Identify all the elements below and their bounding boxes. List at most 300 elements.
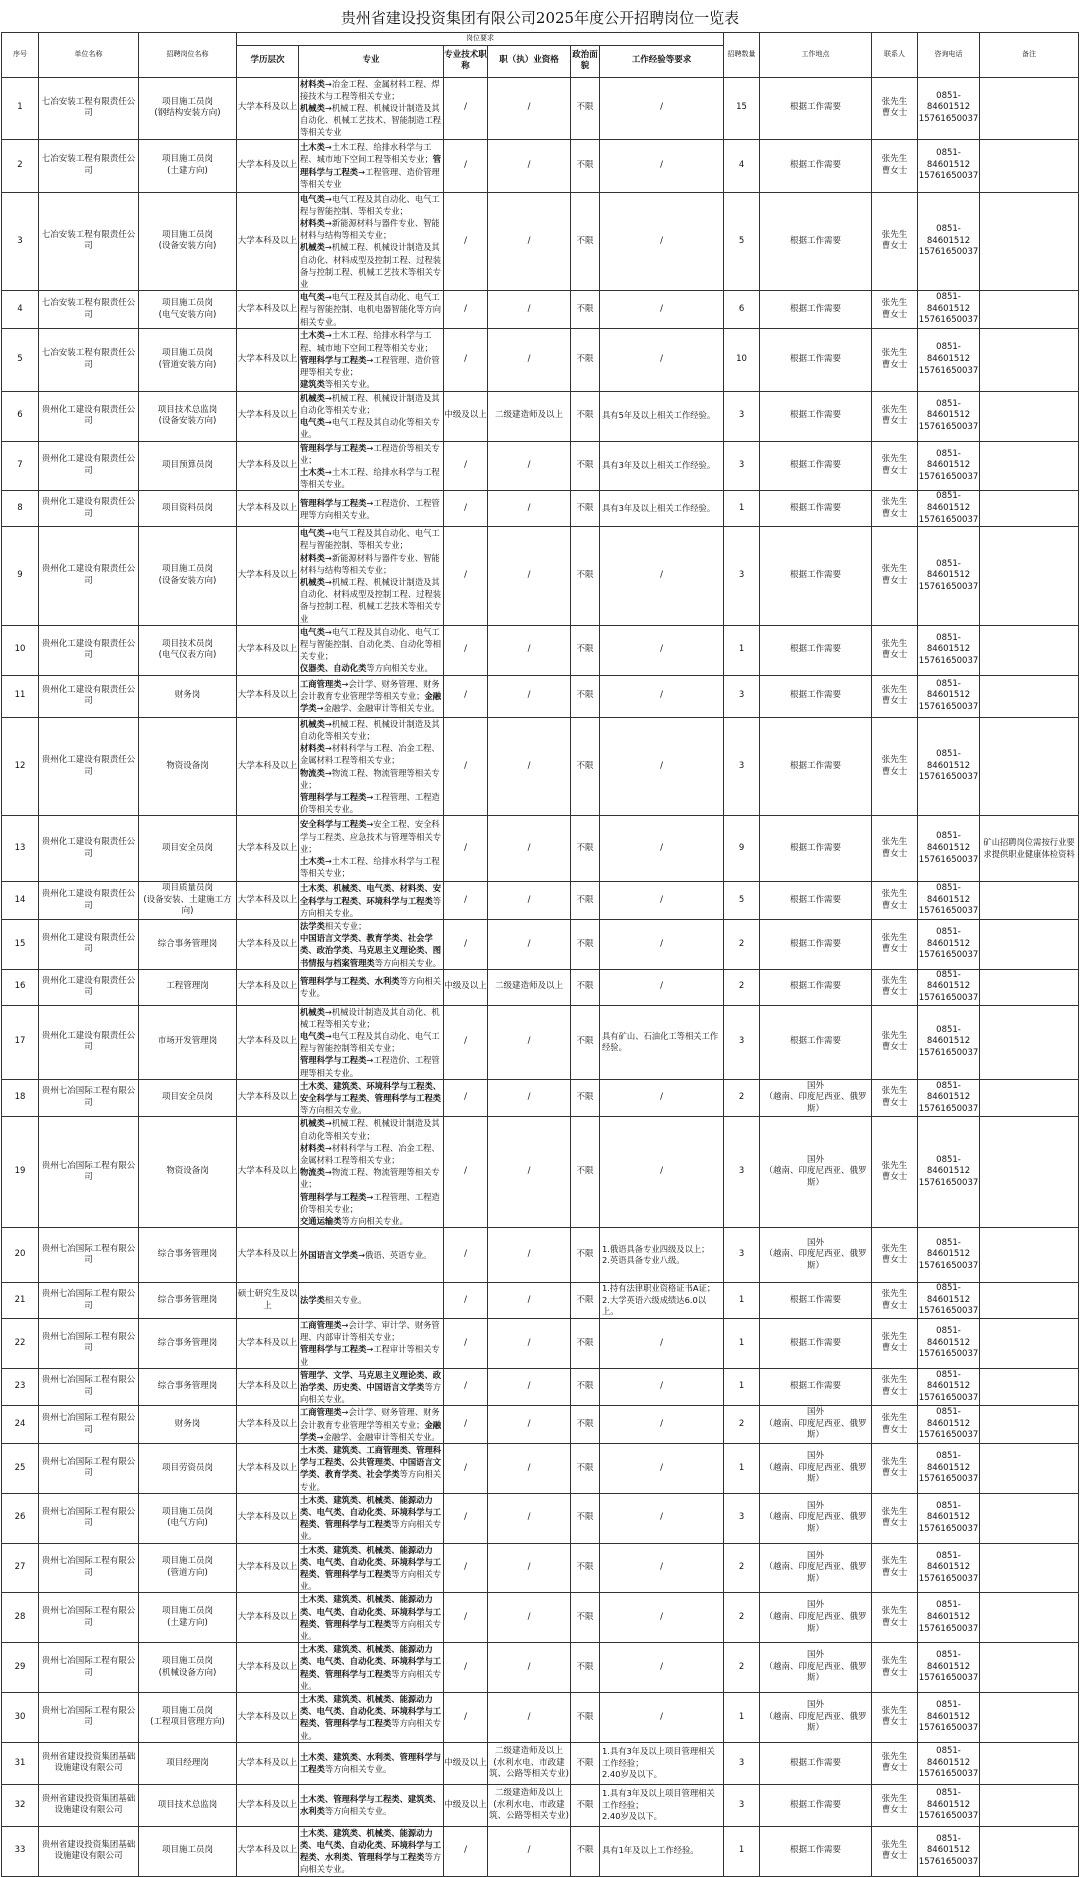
cell-experience: / xyxy=(600,625,724,675)
cell-position: 物资设备岗 xyxy=(139,1117,237,1228)
cell-remark xyxy=(980,1493,1079,1543)
cell-contact: 张先生 曹女士 xyxy=(872,192,918,291)
cell-seq: 12 xyxy=(2,717,39,816)
table-row xyxy=(2,675,1079,717)
cell-title-req: / xyxy=(444,1493,488,1543)
cell-experience: / xyxy=(600,882,724,920)
cell-position: 项目施工员岗 (工程项目管理方向) xyxy=(139,1693,237,1743)
cell-position: 工程管理岗 xyxy=(139,969,237,1005)
cell-education: 大学本科及以上 xyxy=(237,675,299,717)
cell-experience: / xyxy=(600,328,724,391)
table-row xyxy=(2,1079,1079,1117)
cell-position: 项目施工员岗 (管道安装方向) xyxy=(139,328,237,391)
table-row xyxy=(2,1493,1079,1543)
cell-education: 大学本科及以上 xyxy=(237,1784,299,1826)
cell-political: 不限 xyxy=(571,328,600,391)
cell-contact: 张先生 曹女士 xyxy=(872,1117,918,1228)
cell-phone: 0851-84601512 15761650037 xyxy=(918,77,980,139)
cell-remark xyxy=(980,192,1079,291)
cell-remark xyxy=(980,1742,1079,1784)
cell-phone: 0851-84601512 15761650037 xyxy=(918,328,980,391)
cell-title-req: / xyxy=(444,192,488,291)
cell-education: 大学本科及以上 xyxy=(237,192,299,291)
cell-experience: 具有1年及以上工作经验。 xyxy=(600,1826,724,1876)
cell-experience: / xyxy=(600,77,724,139)
cell-unit: 贵州七冶国际工程有限公司 xyxy=(39,1643,139,1693)
cell-major: 土木类、建筑类、机械类、能源动力类、电气类、自动化类、环境科学与工程类、管理科学与工程类等方向相关专业。 xyxy=(299,1593,444,1643)
cell-seq: 1 xyxy=(2,77,39,139)
cell-position: 财务岗 xyxy=(139,1406,237,1444)
cell-phone: 0851-84601512 15761650037 xyxy=(918,675,980,717)
cell-qualification: 二级建造师及以上 (水利水电、市政建筑、公路等相关专业) xyxy=(488,1742,571,1784)
cell-education: 大学本科及以上 xyxy=(237,1005,299,1079)
cell-phone: 0851-84601512 15761650037 xyxy=(918,1117,980,1228)
cell-experience: / xyxy=(600,1593,724,1643)
table-row xyxy=(2,625,1079,675)
table-row xyxy=(2,391,1079,441)
cell-phone: 0851-84601512 15761650037 xyxy=(918,1593,980,1643)
cell-experience: / xyxy=(600,1443,724,1493)
cell-location: 根据工作需要 xyxy=(760,391,872,441)
cell-seq: 33 xyxy=(2,1826,39,1876)
cell-major: 土木类、建筑类、机械类、能源动力类、电气类、自动化类、环境科学与工程类、水利类、管理科学与工程类等方向相关专业。 xyxy=(299,1826,444,1876)
cell-contact: 张先生 曹女士 xyxy=(872,527,918,626)
cell-unit: 贵州化工建设有限责任公司 xyxy=(39,491,139,527)
cell-seq: 20 xyxy=(2,1228,39,1283)
cell-political: 不限 xyxy=(571,1368,600,1406)
cell-seq: 23 xyxy=(2,1368,39,1406)
cell-count: 1 xyxy=(724,625,760,675)
cell-seq: 19 xyxy=(2,1117,39,1228)
cell-unit: 贵州化工建设有限责任公司 xyxy=(39,882,139,920)
cell-count: 2 xyxy=(724,1643,760,1693)
cell-phone: 0851-84601512 15761650037 xyxy=(918,625,980,675)
cell-location: 根据工作需要 xyxy=(760,1005,872,1079)
cell-major: 土木类、管理科学与工程类、建筑类、水利类等方向相关专业。 xyxy=(299,1784,444,1826)
header-location: 工作地点 xyxy=(760,33,872,78)
cell-contact: 张先生 曹女士 xyxy=(872,1493,918,1543)
cell-contact: 张先生 曹女士 xyxy=(872,919,918,969)
cell-experience: 1.具有3年及以上项目管理相关工作经验； 2.40岁及以下。 xyxy=(600,1784,724,1826)
cell-location: 根据工作需要 xyxy=(760,291,872,329)
cell-political: 不限 xyxy=(571,1826,600,1876)
cell-unit: 贵州七冶国际工程有限公司 xyxy=(39,1079,139,1117)
cell-unit: 贵州七冶国际工程有限公司 xyxy=(39,1318,139,1368)
cell-position: 项目技术员岗 (电气仪表方向) xyxy=(139,625,237,675)
cell-experience: 具有3年及以上相关工作经验。 xyxy=(600,441,724,491)
cell-title-req: / xyxy=(444,1406,488,1444)
cell-phone: 0851-84601512 15761650037 xyxy=(918,192,980,291)
cell-contact: 张先生 曹女士 xyxy=(872,1593,918,1643)
cell-contact: 张先生 曹女士 xyxy=(872,1826,918,1876)
cell-education: 大学本科及以上 xyxy=(237,1826,299,1876)
cell-seq: 6 xyxy=(2,391,39,441)
cell-remark xyxy=(980,1283,1079,1319)
cell-qualification: / xyxy=(488,625,571,675)
cell-political: 不限 xyxy=(571,1784,600,1826)
cell-seq: 16 xyxy=(2,969,39,1005)
cell-education: 大学本科及以上 xyxy=(237,328,299,391)
cell-contact: 张先生 曹女士 xyxy=(872,717,918,816)
cell-position: 综合事务管理岗 xyxy=(139,919,237,969)
cell-qualification: / xyxy=(488,139,571,192)
cell-major: 管理科学与工程类、水利类等方向相关专业。 xyxy=(299,969,444,1005)
table-row xyxy=(2,1826,1079,1876)
cell-title-req: / xyxy=(444,77,488,139)
cell-seq: 3 xyxy=(2,192,39,291)
cell-major: 土木类→土木工程、给排水科学与工程、城市地下空间工程等相关专业； 管理科学与工程类→工程管理、造价管理等相关专业； 建筑类等相关专业。 xyxy=(299,328,444,391)
cell-unit: 贵州化工建设有限责任公司 xyxy=(39,527,139,626)
cell-political: 不限 xyxy=(571,139,600,192)
cell-count: 1 xyxy=(724,1368,760,1406)
cell-major: 材料类→冶金工程、金属材料工程、焊接技术与工程等相关专业； 机械类→机械工程、机械设计制造及其自动化、机械工艺技术、智能制造工程等相关专业 xyxy=(299,77,444,139)
cell-phone: 0851-84601512 15761650037 xyxy=(918,882,980,920)
cell-title-req: / xyxy=(444,1283,488,1319)
cell-remark xyxy=(980,1318,1079,1368)
cell-count: 1 xyxy=(724,1826,760,1876)
cell-location: 国外 （越南、印度尼西亚、俄罗斯） xyxy=(760,1117,872,1228)
cell-seq: 2 xyxy=(2,139,39,192)
cell-title-req: / xyxy=(444,882,488,920)
cell-unit: 贵州化工建设有限责任公司 xyxy=(39,625,139,675)
cell-unit: 贵州省建设投资集团基础设施建设有限公司 xyxy=(39,1826,139,1876)
cell-education: 大学本科及以上 xyxy=(237,291,299,329)
cell-political: 不限 xyxy=(571,675,600,717)
table-row xyxy=(2,1543,1079,1593)
cell-count: 3 xyxy=(724,527,760,626)
cell-experience: 1.具有3年及以上项目管理相关工作经验； 2.40岁及以下。 xyxy=(600,1742,724,1784)
cell-location: 国外 （越南、印度尼西亚、俄罗斯） xyxy=(760,1406,872,1444)
cell-remark xyxy=(980,391,1079,441)
cell-political: 不限 xyxy=(571,1742,600,1784)
table-row xyxy=(2,1593,1079,1643)
cell-experience: / xyxy=(600,1368,724,1406)
cell-contact: 张先生 曹女士 xyxy=(872,391,918,441)
cell-unit: 贵州七冶国际工程有限公司 xyxy=(39,1593,139,1643)
cell-major: 工商管理类→会计学、审计学、财务管理、内部审计等相关专业； 管理科学与工程类→工程审计等相关专业 xyxy=(299,1318,444,1368)
page-title: 贵州省建设投资集团有限公司2025年度公开招聘岗位一览表 xyxy=(340,9,740,27)
cell-seq: 17 xyxy=(2,1005,39,1079)
table-row xyxy=(2,1742,1079,1784)
cell-location: 根据工作需要 xyxy=(760,491,872,527)
cell-major: 土木类、建筑类、工商管理类、管理科学与工程类、公共管理类、中国语言文学类、教育学类、社会学类等方向相关专业。 xyxy=(299,1443,444,1493)
cell-unit: 贵州七冶国际工程有限公司 xyxy=(39,1543,139,1593)
cell-education: 大学本科及以上 xyxy=(237,1079,299,1117)
cell-seq: 18 xyxy=(2,1079,39,1117)
cell-contact: 张先生 曹女士 xyxy=(872,1742,918,1784)
cell-education: 大学本科及以上 xyxy=(237,1643,299,1693)
cell-major: 电气类→电气工程及其自动化、电气工程与智能控制、等相关专业； 材料类→新能源材料与器件专业、智能材料与结构等相关专业； 机械类→机械工程、机械设计制造及其自动化、材料成型及控制工程、过程装备与控制工程、机械工艺技术等相关专业 xyxy=(299,527,444,626)
cell-unit: 贵州省建设投资集团基础设施建设有限公司 xyxy=(39,1784,139,1826)
cell-major: 土木类→土木工程、给排水科学与工程、城市地下空间工程等相关专业；管理科学与工程类→工程管理、造价管理等相关专业 xyxy=(299,139,444,192)
cell-qualification: / xyxy=(488,192,571,291)
cell-remark xyxy=(980,1228,1079,1283)
cell-political: 不限 xyxy=(571,1117,600,1228)
cell-phone: 0851-84601512 15761650037 xyxy=(918,1283,980,1319)
cell-remark: 矿山招聘岗位需按行业要求提供职业健康体检资料 xyxy=(980,816,1079,882)
cell-position: 项目资料员岗 xyxy=(139,491,237,527)
cell-location: 国外 （越南、印度尼西亚、俄罗斯） xyxy=(760,1643,872,1693)
cell-count: 15 xyxy=(724,77,760,139)
cell-position: 物资设备岗 xyxy=(139,717,237,816)
cell-qualification: / xyxy=(488,328,571,391)
cell-remark xyxy=(980,139,1079,192)
cell-education: 大学本科及以上 xyxy=(237,1406,299,1444)
table-row xyxy=(2,1784,1079,1826)
cell-qualification: / xyxy=(488,1117,571,1228)
cell-remark xyxy=(980,969,1079,1005)
cell-major: 土木类、建筑类、机械类、能源动力类、电气类、自动化类、环境科学与工程类、管理科学与工程类等方向相关专业。 xyxy=(299,1543,444,1593)
cell-title-req: / xyxy=(444,291,488,329)
cell-seq: 31 xyxy=(2,1742,39,1784)
cell-count: 2 xyxy=(724,1593,760,1643)
cell-remark xyxy=(980,1079,1079,1117)
table-row xyxy=(2,1318,1079,1368)
cell-political: 不限 xyxy=(571,1228,600,1283)
cell-major: 土木类、建筑类、机械类、能源动力类、电气类、自动化类、环境科学与工程类、管理科学与工程类等方向相关专业。 xyxy=(299,1643,444,1693)
cell-location: 根据工作需要 xyxy=(760,816,872,882)
cell-location: 根据工作需要 xyxy=(760,1318,872,1368)
cell-qualification: / xyxy=(488,919,571,969)
cell-education: 大学本科及以上 xyxy=(237,441,299,491)
cell-major: 管理学、文学、马克思主义理论类、政治学类、历史类、中国语言文学类等方向相关专业。 xyxy=(299,1368,444,1406)
cell-position: 项目施工员岗 (电气方向) xyxy=(139,1493,237,1543)
table-row xyxy=(2,77,1079,139)
cell-position: 项目预算员岗 xyxy=(139,441,237,491)
cell-unit: 贵州化工建设有限责任公司 xyxy=(39,919,139,969)
cell-location: 国外 （越南、印度尼西亚、俄罗斯） xyxy=(760,1593,872,1643)
cell-education: 大学本科及以上 xyxy=(237,527,299,626)
cell-title-req: / xyxy=(444,717,488,816)
header-contact: 联系人 xyxy=(872,33,918,78)
cell-phone: 0851-84601512 15761650037 xyxy=(918,441,980,491)
cell-major: 管理科学与工程类→工程造价、工程管理等方向相关专业。 xyxy=(299,491,444,527)
cell-location: 根据工作需要 xyxy=(760,527,872,626)
cell-location: 根据工作需要 xyxy=(760,1742,872,1784)
cell-phone: 0851-84601512 15761650037 xyxy=(918,1493,980,1543)
cell-title-req: / xyxy=(444,441,488,491)
cell-position: 市场开发管理岗 xyxy=(139,1005,237,1079)
cell-position: 项目经理岗 xyxy=(139,1742,237,1784)
cell-major: 法学类相关专业； 中国语言文学类、教育学类、社会学类、政治学类、马克思主义理论类、图书情报与档案管理类等方向相关专业。 xyxy=(299,919,444,969)
cell-seq: 27 xyxy=(2,1543,39,1593)
cell-qualification: / xyxy=(488,1826,571,1876)
cell-location: 根据工作需要 xyxy=(760,1784,872,1826)
cell-count: 6 xyxy=(724,291,760,329)
cell-education: 大学本科及以上 xyxy=(237,139,299,192)
cell-experience: 具有5年及以上相关工作经验。 xyxy=(600,391,724,441)
cell-count: 3 xyxy=(724,1005,760,1079)
cell-major: 电气类→电气工程及其自动化、电气工程与智能控制、电机电器智能化等方向相关专业。 xyxy=(299,291,444,329)
cell-phone: 0851-84601512 15761650037 xyxy=(918,1693,980,1743)
cell-location: 根据工作需要 xyxy=(760,441,872,491)
cell-phone: 0851-84601512 15761650037 xyxy=(918,1543,980,1593)
cell-major: 土木类、建筑类、机械类、能源动力类、电气类、自动化类、环境科学与工程类、管理科学与工程类等方向相关专业。 xyxy=(299,1493,444,1543)
cell-education: 大学本科及以上 xyxy=(237,919,299,969)
cell-position: 项目施工员岗 (土建方向) xyxy=(139,139,237,192)
cell-location: 国外 （越南、印度尼西亚、俄罗斯） xyxy=(760,1228,872,1283)
cell-position: 项目施工员岗 (电气安装方向) xyxy=(139,291,237,329)
cell-remark xyxy=(980,1693,1079,1743)
cell-phone: 0851-84601512 15761650037 xyxy=(918,1784,980,1826)
cell-contact: 张先生 曹女士 xyxy=(872,1318,918,1368)
cell-qualification: / xyxy=(488,1593,571,1643)
cell-position: 综合事务管理岗 xyxy=(139,1368,237,1406)
table-row xyxy=(2,816,1079,882)
cell-location: 根据工作需要 xyxy=(760,1368,872,1406)
cell-title-req: / xyxy=(444,625,488,675)
cell-political: 不限 xyxy=(571,527,600,626)
cell-education: 大学本科及以上 xyxy=(237,816,299,882)
cell-contact: 张先生 曹女士 xyxy=(872,675,918,717)
cell-remark xyxy=(980,441,1079,491)
cell-location: 根据工作需要 xyxy=(760,139,872,192)
cell-major: 安全科学与工程类→安全工程、安全科学与工程类、应急技术与管理等相关专业； 土木类→土木工程、给排水科学与工程等相关专业； xyxy=(299,816,444,882)
cell-unit: 七冶安装工程有限责任公司 xyxy=(39,77,139,139)
cell-political: 不限 xyxy=(571,1443,600,1493)
cell-location: 根据工作需要 xyxy=(760,969,872,1005)
cell-remark xyxy=(980,1443,1079,1493)
cell-political: 不限 xyxy=(571,1593,600,1643)
cell-unit: 七冶安装工程有限责任公司 xyxy=(39,139,139,192)
cell-education: 大学本科及以上 xyxy=(237,391,299,441)
cell-political: 不限 xyxy=(571,1693,600,1743)
cell-count: 3 xyxy=(724,1117,760,1228)
cell-phone: 0851-84601512 15761650037 xyxy=(918,969,980,1005)
cell-remark xyxy=(980,1593,1079,1643)
cell-major: 机械类→机械工程、机械设计制造及其自动化等相关专业； 材料类→材料科学与工程、冶金工程、金属材料工程等相关专业； 物流类→物流工程、物流管理等相关专业； 管理科学与工程类→工程管理、工程造价等相关专业。 xyxy=(299,717,444,816)
cell-seq: 4 xyxy=(2,291,39,329)
cell-qualification: / xyxy=(488,1543,571,1593)
cell-experience: / xyxy=(600,1318,724,1368)
cell-seq: 24 xyxy=(2,1406,39,1444)
cell-position: 项目技术总监岗 xyxy=(139,1784,237,1826)
cell-count: 5 xyxy=(724,882,760,920)
cell-title-req: / xyxy=(444,1543,488,1593)
header-title-req: 专业技术职称 xyxy=(444,45,488,77)
cell-experience: / xyxy=(600,816,724,882)
cell-title-req: 中级及以上 xyxy=(444,1784,488,1826)
cell-experience: 1.持有法律职业资格证书A证； 2.大学英语六级成绩达6.0以上。 xyxy=(600,1283,724,1319)
cell-remark xyxy=(980,1406,1079,1444)
table-row xyxy=(2,139,1079,192)
cell-qualification: / xyxy=(488,882,571,920)
cell-unit: 贵州化工建设有限责任公司 xyxy=(39,675,139,717)
cell-count: 2 xyxy=(724,1543,760,1593)
cell-unit: 贵州省建设投资集团基础设施建设有限公司 xyxy=(39,1742,139,1784)
cell-experience: / xyxy=(600,1079,724,1117)
cell-qualification: / xyxy=(488,675,571,717)
cell-phone: 0851-84601512 15761650037 xyxy=(918,1406,980,1444)
cell-qualification: / xyxy=(488,1643,571,1693)
cell-title-req: 中级及以上 xyxy=(444,391,488,441)
cell-contact: 张先生 曹女士 xyxy=(872,1643,918,1693)
header-position: 招聘岗位名称 xyxy=(139,33,237,78)
cell-political: 不限 xyxy=(571,1005,600,1079)
cell-location: 根据工作需要 xyxy=(760,192,872,291)
cell-qualification: / xyxy=(488,491,571,527)
cell-political: 不限 xyxy=(571,1493,600,1543)
cell-political: 不限 xyxy=(571,77,600,139)
cell-contact: 张先生 曹女士 xyxy=(872,1228,918,1283)
cell-political: 不限 xyxy=(571,882,600,920)
cell-phone: 0851-84601512 15761650037 xyxy=(918,1742,980,1784)
cell-unit: 贵州化工建设有限责任公司 xyxy=(39,1005,139,1079)
header-experience: 工作经验等要求 xyxy=(600,45,724,77)
header-count: 招聘数量 xyxy=(724,33,760,78)
cell-position: 项目劳资员岗 xyxy=(139,1443,237,1493)
cell-position: 项目质量员岗 (设备安装、土建施工方向) xyxy=(139,882,237,920)
cell-remark xyxy=(980,1368,1079,1406)
table-row xyxy=(2,882,1079,920)
cell-seq: 10 xyxy=(2,625,39,675)
cell-political: 不限 xyxy=(571,625,600,675)
cell-seq: 7 xyxy=(2,441,39,491)
cell-unit: 贵州七冶国际工程有限公司 xyxy=(39,1368,139,1406)
cell-phone: 0851-84601512 15761650037 xyxy=(918,1826,980,1876)
cell-qualification: / xyxy=(488,1443,571,1493)
cell-education: 大学本科及以上 xyxy=(237,1493,299,1543)
table-row xyxy=(2,1643,1079,1693)
cell-location: 根据工作需要 xyxy=(760,77,872,139)
cell-seq: 29 xyxy=(2,1643,39,1693)
header-remark: 备注 xyxy=(980,33,1079,78)
cell-qualification: 二级建造师及以上 xyxy=(488,391,571,441)
cell-unit: 七冶安装工程有限责任公司 xyxy=(39,291,139,329)
cell-education: 大学本科及以上 xyxy=(237,882,299,920)
cell-remark xyxy=(980,291,1079,329)
cell-contact: 张先生 曹女士 xyxy=(872,328,918,391)
cell-political: 不限 xyxy=(571,1543,600,1593)
cell-contact: 张先生 曹女士 xyxy=(872,969,918,1005)
header-phone: 咨询电话 xyxy=(918,33,980,78)
cell-title-req: / xyxy=(444,491,488,527)
cell-contact: 张先生 曹女士 xyxy=(872,1784,918,1826)
cell-contact: 张先生 曹女士 xyxy=(872,625,918,675)
cell-experience: 具有矿山、石油化工等相关工作经验。 xyxy=(600,1005,724,1079)
cell-position: 项目施工员岗 (设备安装方向) xyxy=(139,192,237,291)
table-row xyxy=(2,441,1079,491)
cell-major: 土木类、机械类、电气类、材料类、安全科学与工程类、环境科学与工程类等方向相关专业。 xyxy=(299,882,444,920)
cell-location: 国外 （越南、印度尼西亚、俄罗斯） xyxy=(760,1443,872,1493)
cell-position: 项目施工员岗 (土建方向) xyxy=(139,1593,237,1643)
cell-qualification: / xyxy=(488,1005,571,1079)
cell-education: 大学本科及以上 xyxy=(237,1368,299,1406)
cell-education: 大学本科及以上 xyxy=(237,1228,299,1283)
cell-seq: 32 xyxy=(2,1784,39,1826)
cell-remark xyxy=(980,675,1079,717)
cell-major: 机械类→机械工程、机械设计制造及其自动化等相关专业； 电气类→电气工程及其自动化等相关专业。 xyxy=(299,391,444,441)
cell-political: 不限 xyxy=(571,491,600,527)
cell-education: 大学本科及以上 xyxy=(237,1543,299,1593)
cell-title-req: / xyxy=(444,1826,488,1876)
cell-phone: 0851-84601512 15761650037 xyxy=(918,1005,980,1079)
cell-count: 3 xyxy=(724,1228,760,1283)
cell-seq: 8 xyxy=(2,491,39,527)
cell-qualification: 二级建造师及以上 (水利水电、市政建筑、公路等相关专业) xyxy=(488,1784,571,1826)
table-row xyxy=(2,1693,1079,1743)
table-body xyxy=(2,77,1079,1876)
cell-title-req: / xyxy=(444,1117,488,1228)
cell-political: 不限 xyxy=(571,1079,600,1117)
cell-location: 根据工作需要 xyxy=(760,675,872,717)
cell-position: 项目施工员岗 (管道方向) xyxy=(139,1543,237,1593)
table-row xyxy=(2,1005,1079,1079)
cell-title-req: / xyxy=(444,1079,488,1117)
cell-phone: 0851-84601512 15761650037 xyxy=(918,717,980,816)
cell-count: 2 xyxy=(724,1406,760,1444)
cell-unit: 贵州化工建设有限责任公司 xyxy=(39,441,139,491)
